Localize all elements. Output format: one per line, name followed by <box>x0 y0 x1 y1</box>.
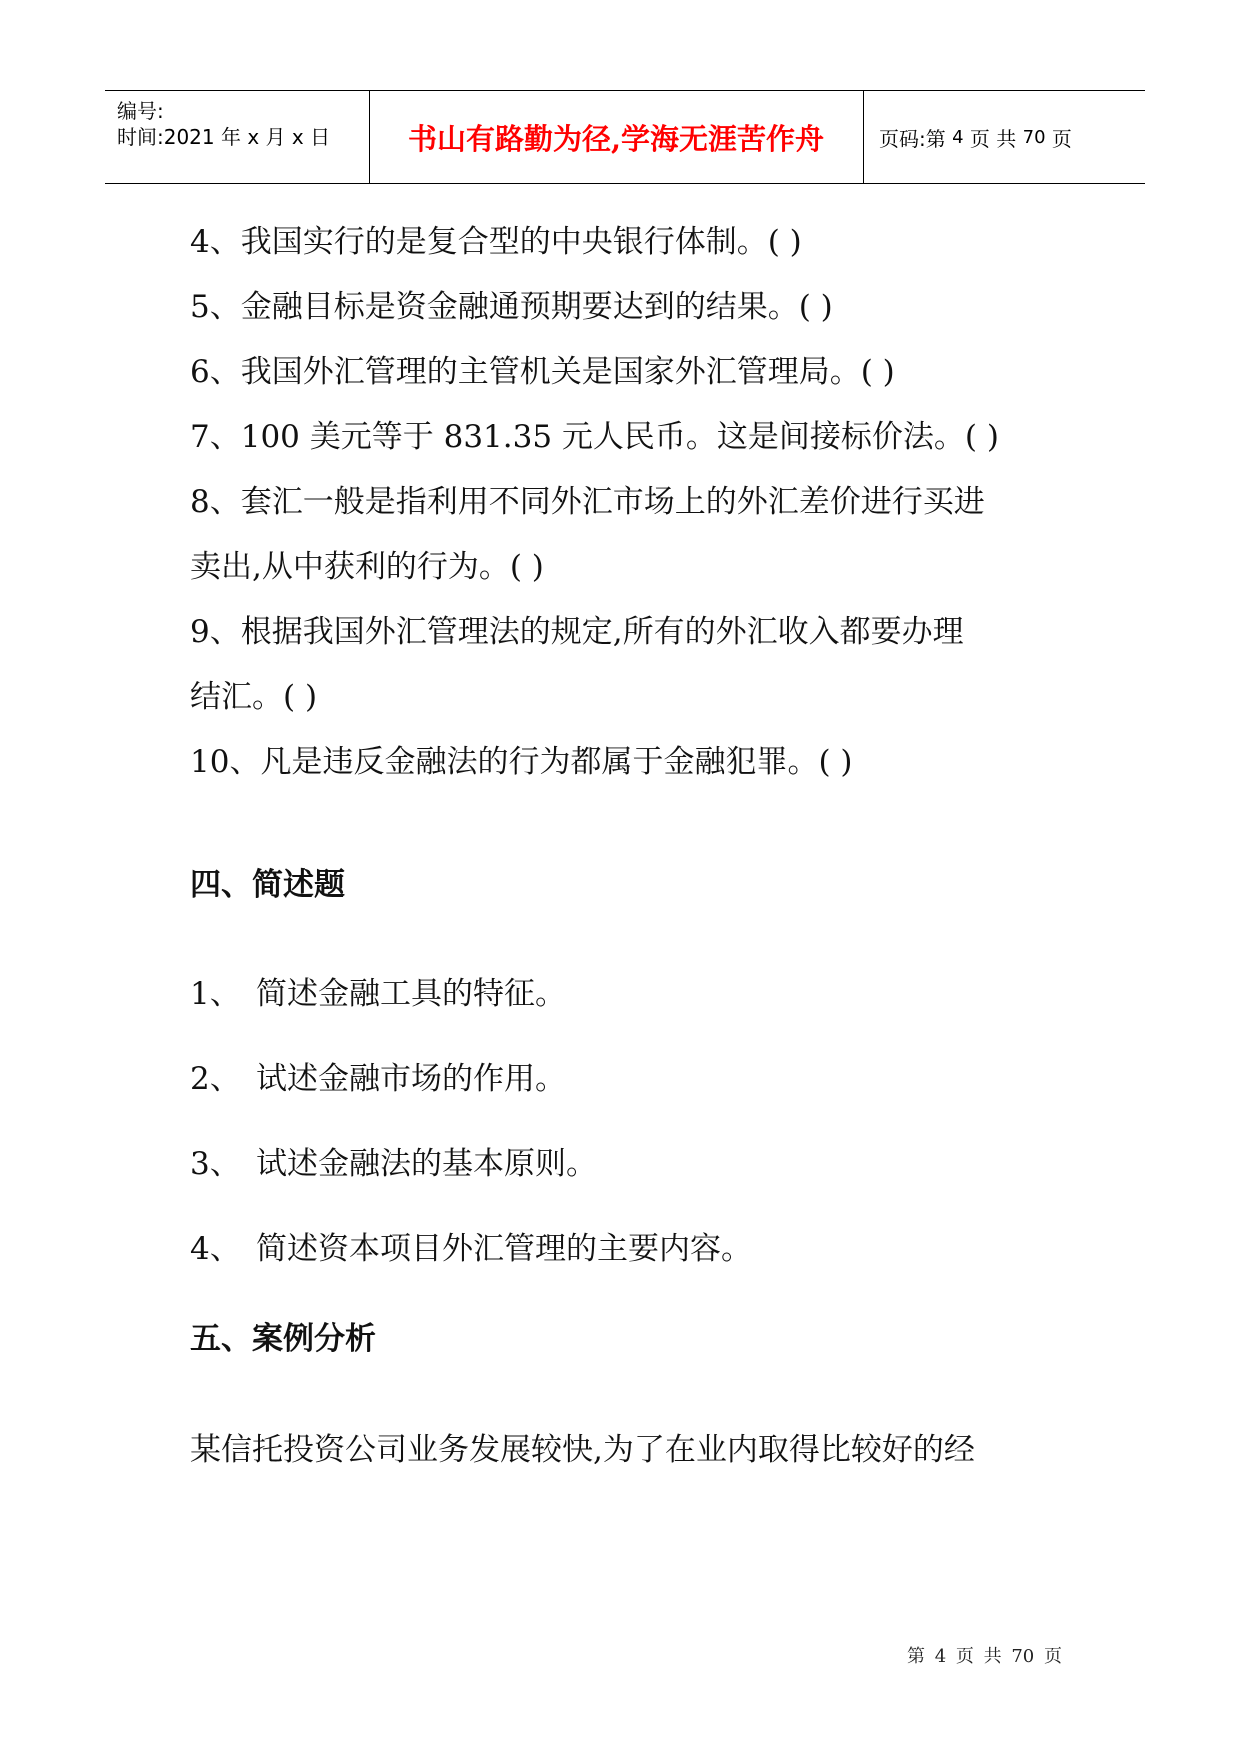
list-item-number: 4、 <box>190 1231 241 1267</box>
question-line: 7、100 美元等于 831.35 元人民币。这是间接标价法。( ) <box>190 419 999 455</box>
section-title-case-analysis: 五、案例分析 <box>190 1321 376 1357</box>
list-item-text: 简述资本项目外汇管理的主要内容。 <box>256 1231 752 1267</box>
serial-number-label: 编号: <box>117 99 164 123</box>
list-item-text: 试述金融市场的作用。 <box>256 1061 566 1097</box>
question-line: 4、我国实行的是复合型的中央银行体制。( ) <box>190 224 802 260</box>
page-total: 70 <box>1022 126 1046 148</box>
header-page-info <box>865 91 1145 183</box>
question-line: 卖出,从中获利的行为。( ) <box>190 549 544 585</box>
list-item-number: 1、 <box>190 976 241 1012</box>
question-line: 5、金融目标是资金融通预期要达到的结果。( ) <box>190 289 833 325</box>
list-item-number: 3、 <box>190 1146 241 1182</box>
short-answer-list <box>190 974 1070 1269</box>
question-line: 10、凡是违反金融法的行为都属于金融犯罪。( ) <box>190 744 853 780</box>
page-footer: 第 4 页 共 70 页 <box>907 1646 1062 1667</box>
page-mid: 页 共 <box>969 126 1017 151</box>
list-item <box>190 1229 1070 1269</box>
case-paragraph: 某信托投资公司业务发展较快,为了在业内取得比较好的经 <box>190 1432 975 1468</box>
list-item <box>190 1144 1070 1184</box>
question-line: 8、套汇一般是指利用不同外汇市场上的外汇差价进行买进 <box>190 484 985 520</box>
question-line: 结汇。( ) <box>190 679 318 715</box>
section-title-short-answer: 四、简述题 <box>190 867 345 903</box>
list-item-text: 简述金融工具的特征。 <box>256 976 566 1012</box>
page-prefix: 页码:第 <box>879 126 946 151</box>
list-item-text: 试述金融法的基本原则。 <box>256 1146 597 1182</box>
question-line: 9、根据我国外汇管理法的规定,所有的外汇收入都要办理 <box>190 614 964 650</box>
document-body <box>190 210 1070 1470</box>
header-left-cell <box>105 91 370 183</box>
true-false-list <box>190 210 1070 795</box>
time-label: 时间:2021 年 x 月 x 日 <box>117 125 331 149</box>
page-number: 4 <box>952 126 964 148</box>
page-suffix: 页 <box>1051 126 1072 151</box>
list-item-number: 2、 <box>190 1061 241 1097</box>
question-line: 6、我国外汇管理的主管机关是国家外汇管理局。( ) <box>190 354 895 390</box>
page-header <box>105 90 1145 184</box>
list-item <box>190 974 1070 1014</box>
header-motto: 书山有路勤为径,学海无涯苦作舟 <box>369 91 864 183</box>
list-item <box>190 1059 1070 1099</box>
